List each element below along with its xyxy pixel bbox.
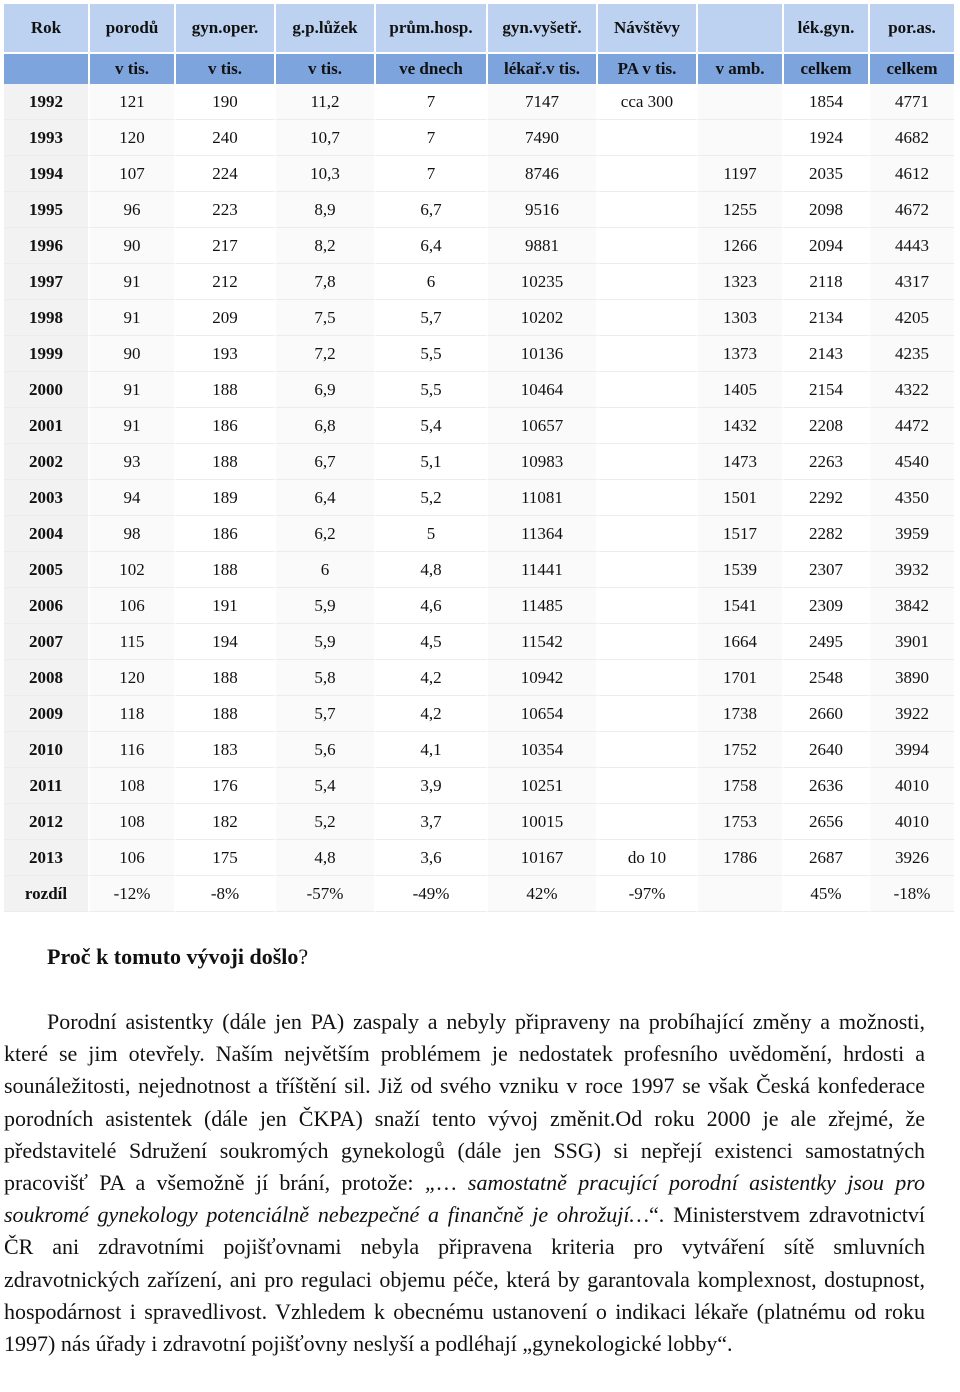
value-cell: 2656 [784, 804, 870, 840]
value-cell [698, 876, 784, 912]
value-cell: 5 [376, 516, 488, 552]
section-heading [47, 944, 308, 970]
table-row [4, 660, 954, 696]
value-cell: 108 [90, 768, 176, 804]
value-cell: 4443 [870, 228, 954, 264]
header-cell-5: gyn.vyšetř. [488, 4, 598, 52]
value-cell: 1752 [698, 732, 784, 768]
header-cell-2: gyn.oper. [176, 4, 276, 52]
table-row [4, 336, 954, 372]
value-cell: 5,8 [276, 660, 376, 696]
table-row [4, 876, 954, 912]
value-cell: 10251 [488, 768, 598, 804]
table-row [4, 408, 954, 444]
value-cell: 6,7 [276, 444, 376, 480]
value-cell: 98 [90, 516, 176, 552]
year-cell: 2009 [4, 696, 90, 732]
body-paragraph [4, 1006, 925, 1360]
year-cell: 2004 [4, 516, 90, 552]
value-cell: 3901 [870, 624, 954, 660]
value-cell: 3994 [870, 732, 954, 768]
value-cell: 3,6 [376, 840, 488, 876]
value-cell: 6,7 [376, 192, 488, 228]
value-cell: 3922 [870, 696, 954, 732]
table-row [4, 84, 954, 120]
header-cell-8: lék.gyn. [784, 4, 870, 52]
value-cell: 5,9 [276, 624, 376, 660]
value-cell: 188 [176, 696, 276, 732]
value-cell: 5,5 [376, 372, 488, 408]
value-cell [598, 768, 698, 804]
year-cell: 2008 [4, 660, 90, 696]
value-cell: 1517 [698, 516, 784, 552]
value-cell: 6,2 [276, 516, 376, 552]
value-cell [698, 84, 784, 120]
value-cell: 1255 [698, 192, 784, 228]
value-cell: 4472 [870, 408, 954, 444]
value-cell: 2154 [784, 372, 870, 408]
value-cell: 2660 [784, 696, 870, 732]
value-cell: 3,7 [376, 804, 488, 840]
table-row [4, 768, 954, 804]
value-cell: 2687 [784, 840, 870, 876]
value-cell: 102 [90, 552, 176, 588]
value-cell: -49% [376, 876, 488, 912]
value-cell: cca 300 [598, 84, 698, 120]
header-cell-3: g.p.lůžek [276, 4, 376, 52]
subheader-cell-8: celkem [784, 52, 870, 84]
value-cell: 1738 [698, 696, 784, 732]
value-cell: 1758 [698, 768, 784, 804]
table-row [4, 588, 954, 624]
year-cell: 2006 [4, 588, 90, 624]
value-cell [598, 300, 698, 336]
value-cell: 11081 [488, 480, 598, 516]
value-cell: 10136 [488, 336, 598, 372]
subheader-cell-4: ve dnech [376, 52, 488, 84]
value-cell: 191 [176, 588, 276, 624]
value-cell: 106 [90, 840, 176, 876]
value-cell [598, 192, 698, 228]
value-cell [598, 552, 698, 588]
value-cell: 10235 [488, 264, 598, 300]
value-cell: 1303 [698, 300, 784, 336]
value-cell: 212 [176, 264, 276, 300]
value-cell: 96 [90, 192, 176, 228]
value-cell: 176 [176, 768, 276, 804]
value-cell: 1541 [698, 588, 784, 624]
value-cell: 188 [176, 660, 276, 696]
table-row [4, 732, 954, 768]
value-cell: 193 [176, 336, 276, 372]
value-cell [598, 372, 698, 408]
table-row [4, 372, 954, 408]
value-cell: 6,4 [376, 228, 488, 264]
value-cell: 91 [90, 300, 176, 336]
value-cell: 94 [90, 480, 176, 516]
value-cell: 1539 [698, 552, 784, 588]
section-heading-mark: ? [298, 944, 309, 969]
value-cell: 5,2 [276, 804, 376, 840]
value-cell: 4612 [870, 156, 954, 192]
value-cell [598, 408, 698, 444]
value-cell: 2094 [784, 228, 870, 264]
value-cell: 5,7 [376, 300, 488, 336]
table-row [4, 624, 954, 660]
value-cell [598, 264, 698, 300]
table-body [4, 4, 954, 912]
subheader-cell-9: celkem [870, 52, 954, 84]
value-cell: 190 [176, 84, 276, 120]
value-cell: 188 [176, 372, 276, 408]
year-cell: 2000 [4, 372, 90, 408]
value-cell: 7,5 [276, 300, 376, 336]
statistics-table [4, 4, 954, 912]
value-cell: 118 [90, 696, 176, 732]
section-heading-text: Proč k tomuto vývoji došlo [47, 944, 299, 969]
value-cell: 6,8 [276, 408, 376, 444]
year-cell: 1997 [4, 264, 90, 300]
value-cell: 1323 [698, 264, 784, 300]
value-cell [598, 444, 698, 480]
value-cell: 5,2 [376, 480, 488, 516]
header-row-top [4, 4, 954, 52]
value-cell: 6,4 [276, 480, 376, 516]
value-cell [698, 120, 784, 156]
value-cell: 7,8 [276, 264, 376, 300]
value-cell: 10942 [488, 660, 598, 696]
value-cell: 11,2 [276, 84, 376, 120]
year-cell: 2013 [4, 840, 90, 876]
value-cell [598, 696, 698, 732]
value-cell: 10202 [488, 300, 598, 336]
value-cell: 2495 [784, 624, 870, 660]
value-cell: 4,8 [276, 840, 376, 876]
value-cell [598, 660, 698, 696]
value-cell: 3926 [870, 840, 954, 876]
value-cell: 2548 [784, 660, 870, 696]
value-cell: 5,9 [276, 588, 376, 624]
value-cell [598, 120, 698, 156]
year-cell: 1993 [4, 120, 90, 156]
value-cell: 4771 [870, 84, 954, 120]
header-cell-9: por.as. [870, 4, 954, 52]
subheader-cell-0 [4, 52, 90, 84]
year-cell: 1998 [4, 300, 90, 336]
subheader-cell-1: v tis. [90, 52, 176, 84]
year-cell: 2002 [4, 444, 90, 480]
value-cell: 2309 [784, 588, 870, 624]
value-cell: 2143 [784, 336, 870, 372]
header-cell-4: prům.hosp. [376, 4, 488, 52]
value-cell: 4010 [870, 768, 954, 804]
value-cell [598, 732, 698, 768]
value-cell: 8,9 [276, 192, 376, 228]
value-cell: 188 [176, 552, 276, 588]
value-cell: 183 [176, 732, 276, 768]
value-cell: 1664 [698, 624, 784, 660]
value-cell: 4010 [870, 804, 954, 840]
paragraph-quote: „… samostatně pracující porodní asistentky jsou pro soukromé gynekology potenciálně nebezpečné a finančně je ohrožují… [4, 1170, 925, 1228]
value-cell: 224 [176, 156, 276, 192]
value-cell: 240 [176, 120, 276, 156]
value-cell: 4350 [870, 480, 954, 516]
value-cell: -97% [598, 876, 698, 912]
year-cell: 1996 [4, 228, 90, 264]
value-cell: 10983 [488, 444, 598, 480]
value-cell: 217 [176, 228, 276, 264]
table-row [4, 228, 954, 264]
value-cell: 91 [90, 372, 176, 408]
header-cell-6: Návštěvy [598, 4, 698, 52]
value-cell: 4317 [870, 264, 954, 300]
value-cell: 1405 [698, 372, 784, 408]
year-cell: 1995 [4, 192, 90, 228]
table-row [4, 840, 954, 876]
value-cell: 1501 [698, 480, 784, 516]
value-cell: 175 [176, 840, 276, 876]
value-cell: 7 [376, 120, 488, 156]
year-cell: 2007 [4, 624, 90, 660]
value-cell [598, 588, 698, 624]
value-cell: 11542 [488, 624, 598, 660]
value-cell: 194 [176, 624, 276, 660]
value-cell: 4205 [870, 300, 954, 336]
value-cell: 7 [376, 84, 488, 120]
value-cell: 223 [176, 192, 276, 228]
value-cell: 93 [90, 444, 176, 480]
value-cell: 7 [376, 156, 488, 192]
value-cell: 5,7 [276, 696, 376, 732]
value-cell: 9881 [488, 228, 598, 264]
value-cell: 189 [176, 480, 276, 516]
value-cell: 7490 [488, 120, 598, 156]
value-cell: 2307 [784, 552, 870, 588]
value-cell: 7,2 [276, 336, 376, 372]
value-cell: 186 [176, 516, 276, 552]
value-cell: 3842 [870, 588, 954, 624]
subheader-cell-2: v tis. [176, 52, 276, 84]
value-cell: 120 [90, 120, 176, 156]
value-cell [598, 480, 698, 516]
value-cell: 8746 [488, 156, 598, 192]
header-cell-0: Rok [4, 4, 90, 52]
value-cell: 2640 [784, 732, 870, 768]
value-cell: 10657 [488, 408, 598, 444]
paragraph-part-a: Porodní asistentky (dále jen PA) zaspaly a nebyly připraveny na probíhající změny a možnosti, které se jim otevřely. Naším největším problémem je nedostatek profesního uvědomění, hrdosti a sounáležitosti, nejednotnost a tříštění sil. Již od svého vzniku v roce 1997 se však Česká konfederace porodních asistentek (dále jen ČKPA) snaží tento vývoj změnit.Od roku 2000 je ale zřejmé, že představitelé Sdružení soukromých gynekologů (dále jen SSG) si nepřejí existenci samostatných pracovišť PA a všemožně jí brání, protože: [4, 1009, 925, 1196]
value-cell: 4,6 [376, 588, 488, 624]
value-cell: 107 [90, 156, 176, 192]
value-cell: 10464 [488, 372, 598, 408]
table-row [4, 264, 954, 300]
value-cell: -8% [176, 876, 276, 912]
value-cell: 1473 [698, 444, 784, 480]
value-cell [598, 336, 698, 372]
value-cell: 4,2 [376, 696, 488, 732]
table-row [4, 192, 954, 228]
year-cell: 1999 [4, 336, 90, 372]
value-cell: 6 [276, 552, 376, 588]
value-cell: -57% [276, 876, 376, 912]
year-cell: 2010 [4, 732, 90, 768]
value-cell [598, 156, 698, 192]
value-cell: 4682 [870, 120, 954, 156]
subheader-cell-5: lékař.v tis. [488, 52, 598, 84]
table-row [4, 804, 954, 840]
year-cell: rozdíl [4, 876, 90, 912]
value-cell: 1924 [784, 120, 870, 156]
value-cell: 2098 [784, 192, 870, 228]
value-cell: 45% [784, 876, 870, 912]
value-cell: 6 [376, 264, 488, 300]
value-cell: 3932 [870, 552, 954, 588]
value-cell: 2636 [784, 768, 870, 804]
value-cell: 1432 [698, 408, 784, 444]
value-cell: 2118 [784, 264, 870, 300]
value-cell: 91 [90, 264, 176, 300]
value-cell: 1197 [698, 156, 784, 192]
value-cell: 106 [90, 588, 176, 624]
value-cell: 4672 [870, 192, 954, 228]
header-cell-7 [698, 4, 784, 52]
table-row [4, 444, 954, 480]
value-cell: 10,3 [276, 156, 376, 192]
year-cell: 1992 [4, 84, 90, 120]
year-cell: 2011 [4, 768, 90, 804]
value-cell: do 10 [598, 840, 698, 876]
value-cell: 42% [488, 876, 598, 912]
value-cell: 90 [90, 228, 176, 264]
value-cell: 1753 [698, 804, 784, 840]
value-cell: 10015 [488, 804, 598, 840]
value-cell: 11441 [488, 552, 598, 588]
value-cell: 108 [90, 804, 176, 840]
table-row [4, 120, 954, 156]
value-cell: 10167 [488, 840, 598, 876]
value-cell: 4,5 [376, 624, 488, 660]
header-cell-1: porodů [90, 4, 176, 52]
value-cell: 3890 [870, 660, 954, 696]
value-cell: 182 [176, 804, 276, 840]
value-cell: 3,9 [376, 768, 488, 804]
paragraph-part-b: “. Ministerstvem zdravotnictví ČR ani zdravotními pojišťovnami nebyla připravena kriteria pro vytváření sítě smluvních zdravotnických zařízení, ani pro regulaci objemu péče, která by garantovala komplexnost, dostupnost, hospodárnost i spravedlivost. Vzhledem k obecnému ustanovení o indikaci lékaře (platnému od roku 1997) nás úřady i zdravotní pojišťovny neslyší a podléhají „gynekologické lobby“. [4, 1202, 926, 1357]
value-cell: 11364 [488, 516, 598, 552]
value-cell: 90 [90, 336, 176, 372]
value-cell: 4,8 [376, 552, 488, 588]
value-cell: 4235 [870, 336, 954, 372]
value-cell: 6,9 [276, 372, 376, 408]
subheader-cell-3: v tis. [276, 52, 376, 84]
value-cell: 4,2 [376, 660, 488, 696]
value-cell: 121 [90, 84, 176, 120]
header-row-sub [4, 52, 954, 84]
table-row [4, 300, 954, 336]
value-cell: 2208 [784, 408, 870, 444]
value-cell: 1373 [698, 336, 784, 372]
value-cell: 2035 [784, 156, 870, 192]
year-cell: 2005 [4, 552, 90, 588]
value-cell [598, 624, 698, 660]
value-cell: 116 [90, 732, 176, 768]
value-cell: 120 [90, 660, 176, 696]
value-cell: 209 [176, 300, 276, 336]
value-cell: 2134 [784, 300, 870, 336]
table-row [4, 516, 954, 552]
value-cell: 2263 [784, 444, 870, 480]
value-cell: 2282 [784, 516, 870, 552]
value-cell: 7147 [488, 84, 598, 120]
value-cell: 1786 [698, 840, 784, 876]
value-cell: -18% [870, 876, 954, 912]
value-cell: 3959 [870, 516, 954, 552]
value-cell: 5,5 [376, 336, 488, 372]
value-cell: 5,4 [376, 408, 488, 444]
value-cell: 91 [90, 408, 176, 444]
value-cell: 10,7 [276, 120, 376, 156]
value-cell: 8,2 [276, 228, 376, 264]
value-cell: 4322 [870, 372, 954, 408]
table-row [4, 480, 954, 516]
value-cell: 4540 [870, 444, 954, 480]
subheader-cell-7: v amb. [698, 52, 784, 84]
value-cell: 10654 [488, 696, 598, 732]
value-cell: 5,6 [276, 732, 376, 768]
value-cell: 5,4 [276, 768, 376, 804]
year-cell: 2012 [4, 804, 90, 840]
value-cell: 4,1 [376, 732, 488, 768]
value-cell: 188 [176, 444, 276, 480]
year-cell: 2003 [4, 480, 90, 516]
value-cell: 115 [90, 624, 176, 660]
value-cell [598, 516, 698, 552]
table-row [4, 552, 954, 588]
value-cell: 1854 [784, 84, 870, 120]
value-cell [598, 228, 698, 264]
value-cell: -12% [90, 876, 176, 912]
value-cell: 11485 [488, 588, 598, 624]
year-cell: 2001 [4, 408, 90, 444]
value-cell [598, 804, 698, 840]
subheader-cell-6: PA v tis. [598, 52, 698, 84]
year-cell: 1994 [4, 156, 90, 192]
value-cell: 1701 [698, 660, 784, 696]
table-row [4, 696, 954, 732]
value-cell: 10354 [488, 732, 598, 768]
table-row [4, 156, 954, 192]
value-cell: 5,1 [376, 444, 488, 480]
value-cell: 9516 [488, 192, 598, 228]
value-cell: 1266 [698, 228, 784, 264]
value-cell: 2292 [784, 480, 870, 516]
value-cell: 186 [176, 408, 276, 444]
